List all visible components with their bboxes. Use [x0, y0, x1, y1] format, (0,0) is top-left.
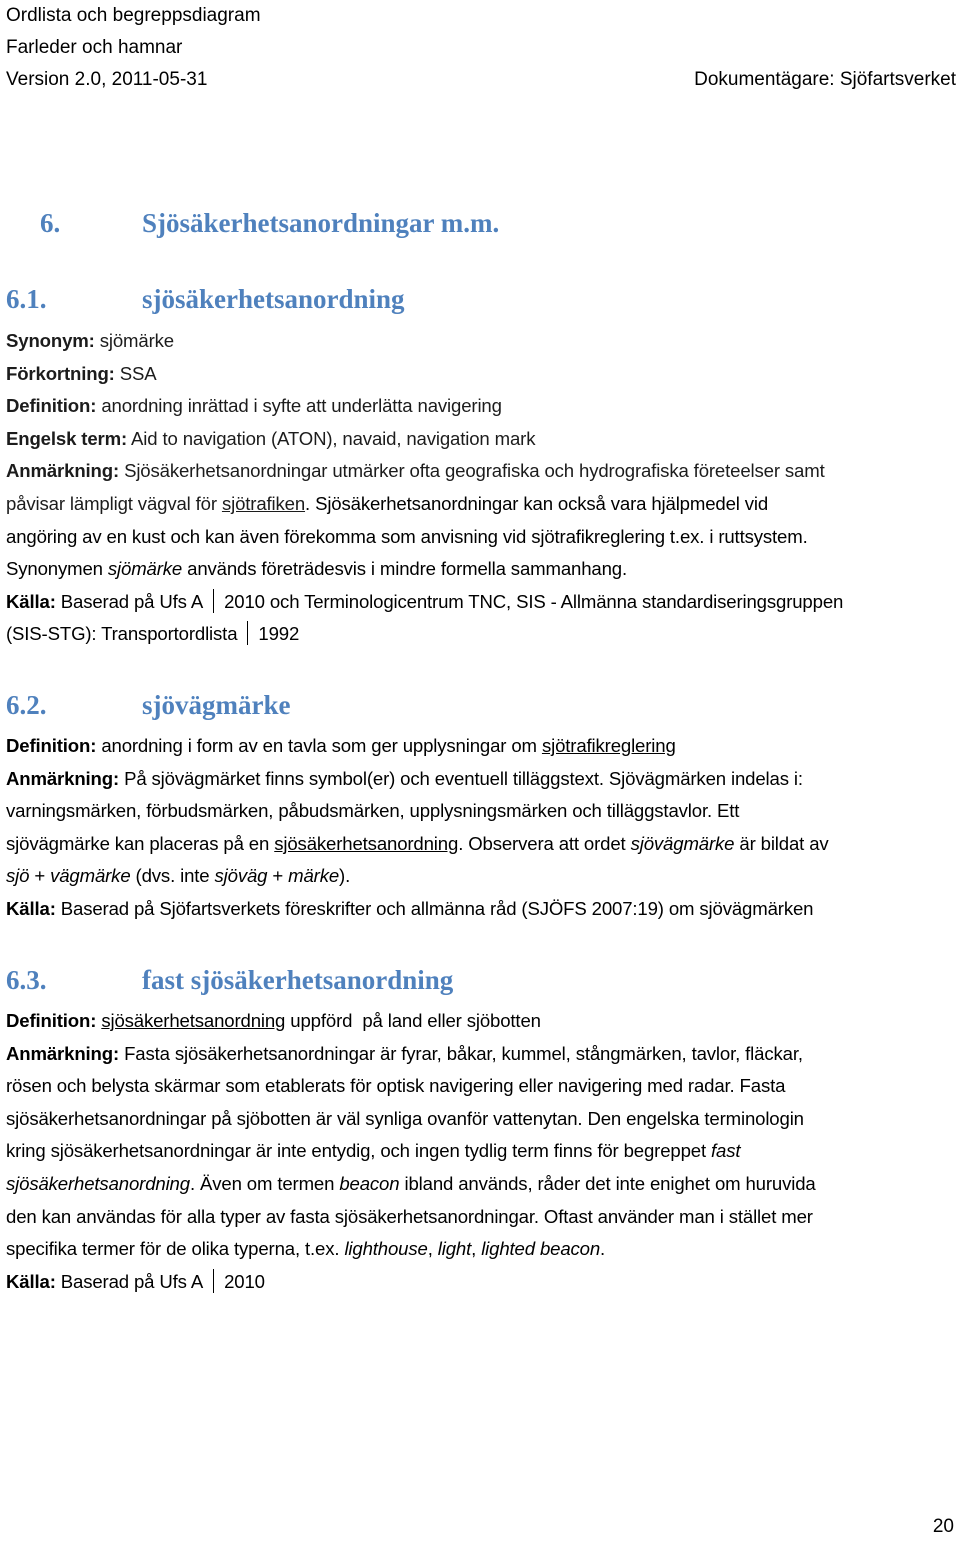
note-text: ,: [471, 1238, 482, 1260]
page-header: [6, 0, 956, 96]
source-text: (SIS-STG): Transportordlista: [6, 623, 238, 645]
source-label: Källa:: [6, 1270, 56, 1292]
synonym-line: [6, 325, 956, 358]
chapter-number: 6.: [40, 208, 61, 238]
source-line: [6, 618, 956, 651]
abbreviation-line: [6, 358, 956, 391]
document-subtitle: Farleder och hamnar: [6, 37, 183, 58]
note-text: +: [29, 865, 51, 887]
page-number: 20: [932, 1516, 954, 1537]
note-text: . Sjösäkerhetsanordningar kan också vara hjälpmedel vid: [305, 492, 769, 514]
note-line: [6, 763, 956, 796]
definition-line: [6, 390, 956, 423]
note-italic-term: sjösäkerhetsanordning: [6, 1172, 190, 1194]
note-text: sjövägmärke kan placeras på en: [6, 832, 270, 854]
note-text: +: [267, 865, 289, 887]
separator-bar: [213, 1269, 214, 1293]
note-line: [6, 1135, 956, 1168]
term-title: sjösäkerhetsanordning: [142, 284, 405, 314]
note-line: [6, 1038, 956, 1071]
source-text: 2010: [224, 1270, 265, 1292]
source-text: 1992: [258, 623, 300, 645]
note-text: Sjösäkerhetsanordningar utmärker ofta geografiska och hydrografiska företeelser samt: [124, 460, 825, 482]
note-italic-term: sjö: [6, 865, 30, 887]
definition-label: Definition:: [6, 735, 97, 756]
note-label: Anmärkning:: [6, 767, 120, 789]
note-italic-term: lighted beacon: [481, 1238, 601, 1260]
note-line: [6, 455, 956, 488]
note-text: används företrädesvis i mindre formella sammanhang.: [187, 558, 627, 580]
link-sjotrafikreglering[interactable]: sjötrafikreglering: [541, 735, 676, 756]
note-text: På sjövägmärket finns symbol(er) och eventuell tilläggstext. Sjövägmärken indelas i:: [124, 767, 803, 789]
source-text: 2010 och Terminologicentrum TNC, SIS - Allmänna standardiseringsgruppen: [224, 590, 844, 612]
definition-text: anordning inrättad i syfte att underlätta navigering: [101, 395, 502, 417]
definition-text: anordning i form av en tavla som ger upplysningar om: [101, 735, 537, 756]
note-text: .: [600, 1238, 606, 1260]
source-text: Baserad på Ufs A: [60, 1270, 204, 1292]
header-meta-row: [6, 64, 956, 96]
note-line: den kan användas för alla typer av fasta sjösäkerhetsanordningar. Oftast använder man i stället mer: [6, 1205, 813, 1227]
source-line: [6, 1266, 956, 1299]
source-line: [6, 586, 956, 619]
synonym-value: sjömärke: [99, 330, 174, 351]
definition-label: Definition:: [6, 395, 97, 417]
note-line: varningsmärken, förbudsmärken, påbudsmärken, upplysningsmärken och tilläggstavlor. Ett: [6, 800, 740, 822]
link-sjosakerhetsanordning[interactable]: sjösäkerhetsanordning: [274, 832, 459, 854]
chapter-title: Sjösäkerhetsanordningar m.m.: [142, 208, 500, 238]
note-label: Anmärkning:: [6, 1042, 120, 1064]
note-line: [6, 488, 956, 521]
note-text: påvisar lämpligt vägval för: [6, 492, 217, 514]
synonym-label: Synonym:: [6, 330, 95, 351]
link-sjosakerhetsanordning[interactable]: sjösäkerhetsanordning: [101, 1010, 286, 1031]
note-line: [6, 553, 956, 586]
abbreviation-value: SSA: [119, 362, 157, 384]
term-number: 6.1.: [6, 284, 47, 314]
note-line: [6, 828, 956, 861]
term-title: sjövägmärke: [142, 690, 291, 720]
note-text: ibland används, råder det inte enighet om huruvida: [404, 1172, 816, 1194]
separator-bar: [213, 589, 214, 613]
note-italic-term: vägmärke: [50, 865, 131, 887]
note-text: ).: [339, 865, 351, 887]
term-entry-6-2: [6, 730, 956, 926]
term-number: 6.3.: [6, 965, 47, 995]
note-text: Fasta sjösäkerhetsanordningar är fyrar, båkar, kummel, stångmärken, tavlor, fläckar,: [124, 1042, 803, 1064]
note-line: [6, 860, 956, 893]
term-title: fast sjösäkerhetsanordning: [142, 965, 454, 995]
term-entry-6-3: [6, 1005, 956, 1298]
source-text: Baserad på Ufs A: [60, 590, 204, 612]
document-version: Version 2.0, 2011-05-31: [6, 69, 208, 90]
definition-line: [6, 730, 956, 763]
english-term-text: Aid to navigation (ATON), navaid, navigation mark: [131, 427, 536, 449]
note-italic-term: beacon: [339, 1172, 400, 1194]
note-line: angöring av en kust och kan även förekomma som anvisning vid sjötrafikreglering t.ex. i ruttsystem.: [6, 525, 808, 547]
note-line: rösen och belysta skärmar som etablerats för optisk navigering eller navigering med radar. Fasta: [6, 1075, 786, 1097]
document-title: Ordlista och begreppsdiagram: [6, 5, 261, 26]
note-italic-term: sjövägmärke: [630, 832, 735, 854]
note-text: . Observera att ordet: [458, 832, 626, 854]
note-italic-term: fast: [711, 1140, 741, 1162]
definition-label: Definition:: [6, 1010, 97, 1031]
source-label: Källa:: [6, 897, 56, 919]
term-number: 6.2.: [6, 690, 47, 720]
term-heading-6-3: [6, 965, 453, 996]
note-italic-term: märke: [288, 865, 340, 887]
source-label: Källa:: [6, 590, 56, 612]
source-text: Baserad på Sjöfartsverkets föreskrifter och allmänna råd (SJÖFS 2007:19) om sjövägmärken: [60, 897, 814, 919]
note-text: . Även om termen: [189, 1172, 335, 1194]
note-italic-term: lighthouse: [344, 1238, 428, 1260]
chapter-heading: [40, 208, 499, 239]
english-term-line: [6, 423, 956, 456]
abbreviation-label: Förkortning:: [6, 362, 115, 384]
note-italic-term: sjöväg: [214, 865, 268, 887]
english-term-label: Engelsk term:: [6, 427, 128, 449]
note-text: kring sjösäkerhetsanordningar är inte entydig, och ingen tydlig term finns för begreppet: [6, 1140, 706, 1162]
document-owner: Dokumentägare: Sjöfartsverket: [694, 69, 956, 90]
definition-line: [6, 1005, 956, 1038]
note-text: Synonymen: [6, 558, 103, 580]
note-italic-term: light: [437, 1238, 472, 1260]
definition-text: uppförd på land eller sjöbotten: [290, 1010, 541, 1031]
term-heading-6-1: [6, 284, 405, 315]
note-line: sjösäkerhetsanordningar på sjöbotten är väl synliga ovanför vattenytan. Den engelska terminologin: [6, 1107, 804, 1129]
note-italic-term: sjömärke: [107, 558, 183, 580]
note-text: specifika termer för de olika typerna, t.ex.: [6, 1238, 340, 1260]
note-label: Anmärkning:: [6, 460, 120, 482]
note-text: är bildat av: [739, 832, 829, 854]
note-line: [6, 1168, 956, 1201]
note-line: [6, 1233, 956, 1266]
term-heading-6-2: [6, 690, 290, 721]
link-sjotrafiken[interactable]: sjötrafiken: [221, 492, 306, 514]
note-text: ,: [427, 1238, 438, 1260]
note-text: (dvs. inte: [130, 865, 215, 887]
separator-bar: [247, 621, 248, 645]
term-entry-6-1: [6, 325, 956, 651]
source-line: [6, 893, 956, 926]
